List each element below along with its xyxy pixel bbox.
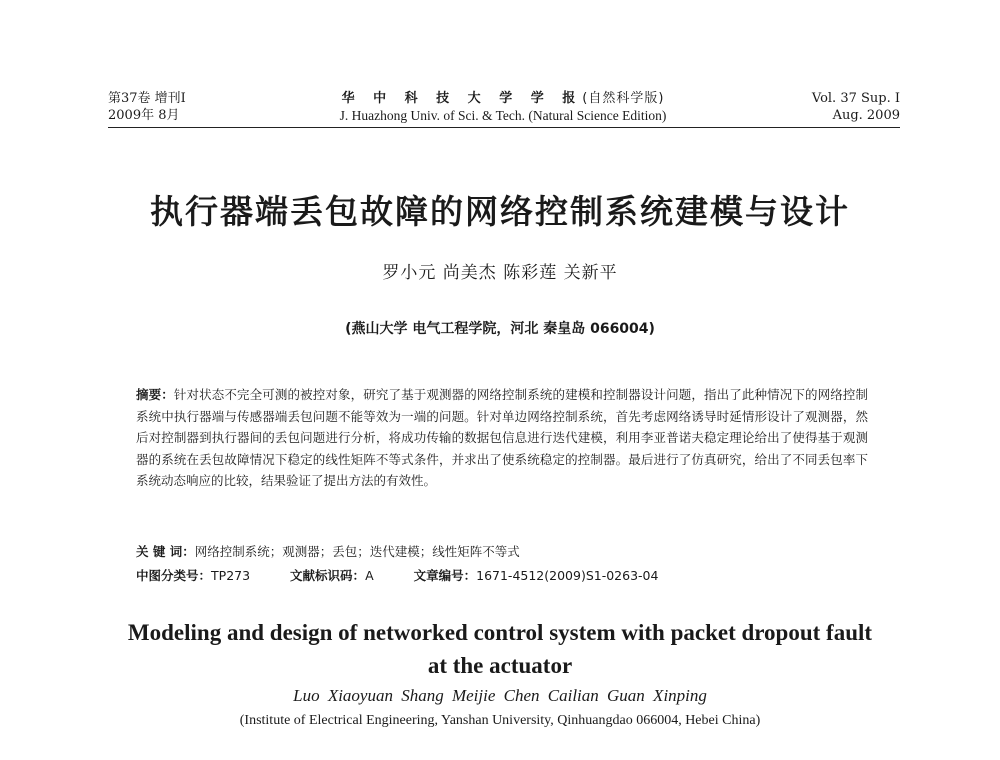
header-volume-info	[108, 90, 258, 124]
paper-title-cn: 执行器端丢包故障的网络控制系统建模与设计	[150, 192, 850, 231]
header-volume-en	[760, 90, 900, 124]
clc-item	[136, 568, 250, 583]
header-date: 2009年 8月	[108, 108, 180, 123]
clc-label: 中图分类号：	[136, 568, 212, 583]
doc-code-value: A	[365, 568, 374, 583]
doc-code-label: 文献标识码：	[290, 568, 366, 583]
keywords-text: 网络控制系统；观测器；丢包；迭代建模；线性矩阵不等式	[194, 544, 520, 559]
article-number-value: 1671-4512(2009)S1-0263-04	[476, 568, 659, 583]
affiliation-en: (Institute of Electrical Engineering, Yanshan University, Qinhuangdao 066004, Hebei China)	[239, 713, 761, 728]
keywords-line	[136, 542, 876, 560]
abstract-label: 摘要：	[136, 387, 174, 402]
header-journal	[268, 90, 738, 124]
abstract-text: 针对状态不完全可测的被控对象，研究了基于观测器的网络控制系统的建模和控制器设计问题，指出了此种情况下的网络控制系统中执行器端与传感器端丢包问题不能等效为一端的问题。针对单边网络控制系统，首先考虑网络诱导时延情形设计了观测器，然后对控制器到执行器间的丢包问题进行分析，将成功传输的数据包信息进行迭代建模，利用李亚普诺夫稳定理论给出了使得基于观测器的系统在丢包故障情况下稳定的线性矩阵不等式条件，并求出了使系统稳定的控制器。最后进行了仿真研究，给出了不同丢包率下系统动态响应的比较，结果验证了提出方法的有效性。	[136, 387, 868, 488]
article-number-label: 文章编号：	[413, 568, 477, 583]
authors-cn: 罗小元 尚美杰 陈彩莲 关新平	[382, 263, 618, 283]
affiliation-cn: (燕山大学 电气工程学院，河北 秦皇岛 066004)	[345, 321, 655, 337]
journal-title-cn: 华 中 科 技 大 学 学 报	[341, 91, 583, 106]
keywords-label: 关 键 词：	[136, 544, 195, 559]
authors-en: Luo Xiaoyuan Shang Meijie Chen Cailian Guan Xinping	[293, 686, 707, 705]
doc-code-item	[290, 568, 374, 583]
header-divider	[108, 127, 900, 128]
journal-name-en: J. Huazhong Univ. of Sci. & Tech. (Natural Science Edition)	[339, 108, 667, 123]
classification-line	[136, 566, 876, 584]
header-vol-en: Vol. 37 Sup. Ⅰ	[811, 91, 900, 106]
article-number-item	[414, 568, 659, 583]
journal-edition-cn: (自然科学版)	[582, 91, 665, 106]
abstract-cn	[136, 384, 868, 492]
paper-title-en: Modeling and design of networked control system with packet dropout fault at the actuator	[127, 620, 873, 678]
journal-name-cn	[268, 90, 738, 107]
clc-value: TP273	[211, 568, 251, 583]
header-date-en: Aug. 2009	[832, 108, 900, 123]
header-volume: 第37卷 增刊Ⅰ	[108, 91, 186, 106]
